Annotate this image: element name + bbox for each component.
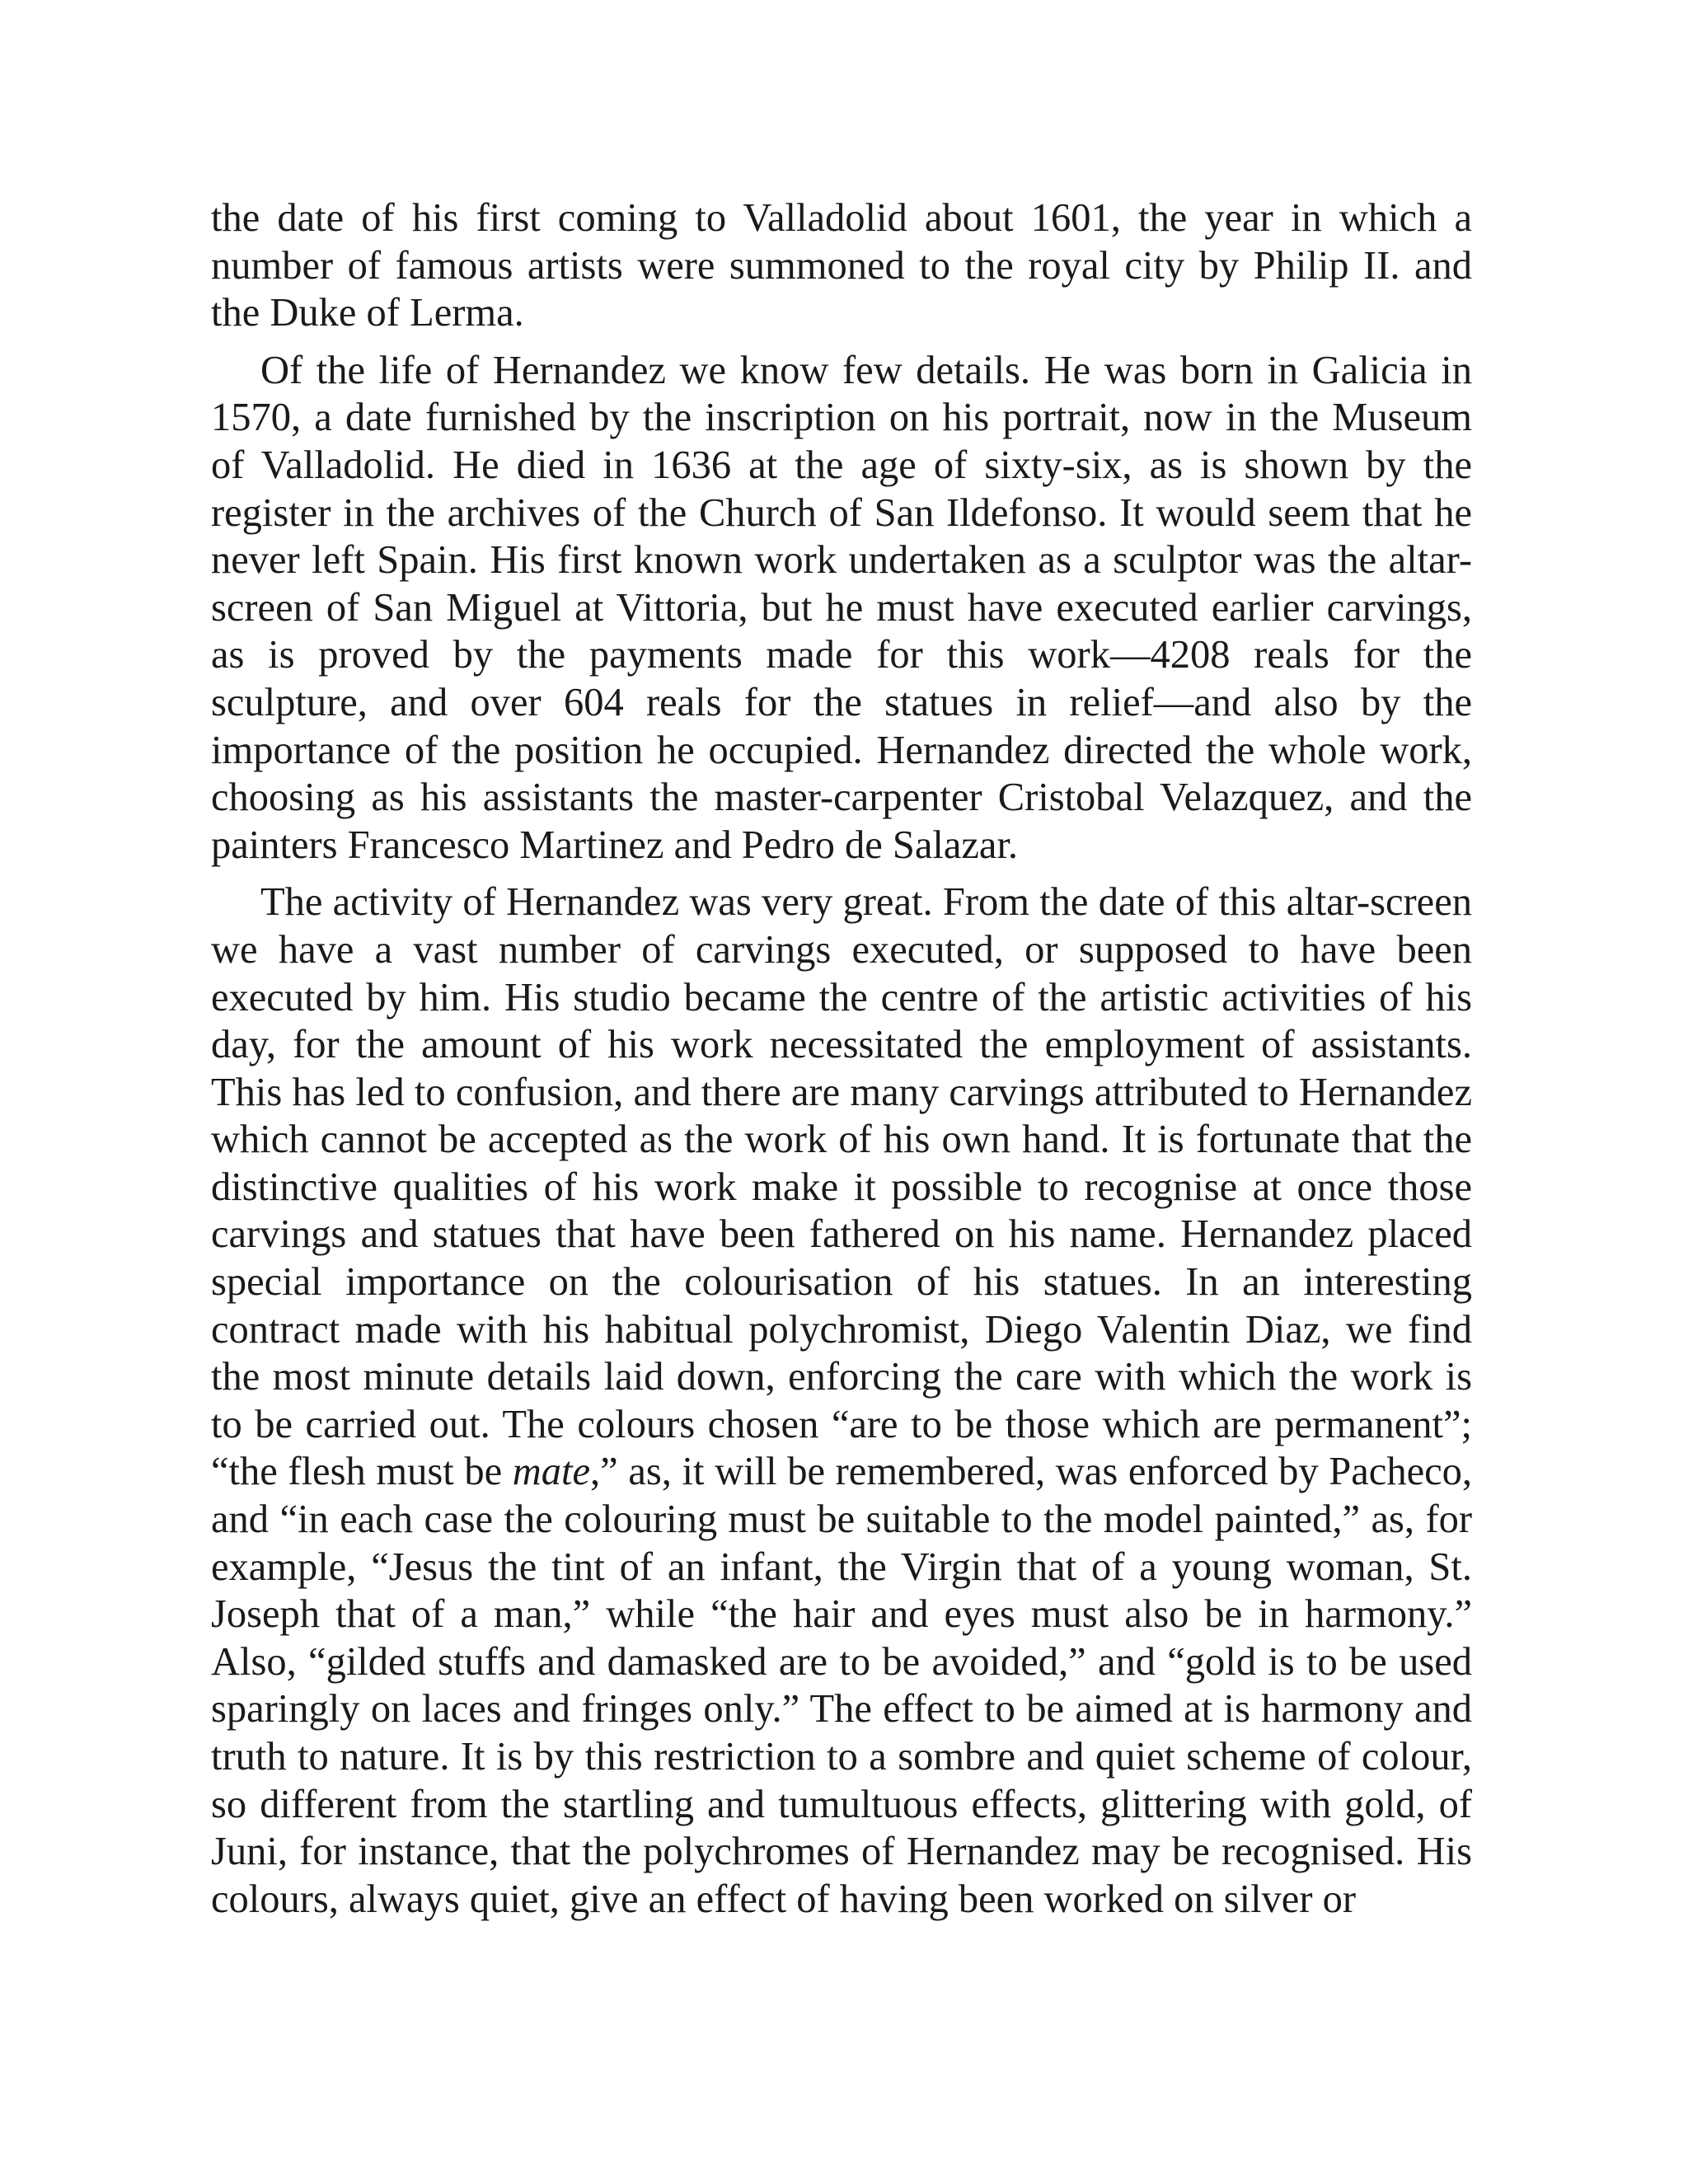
paragraph-intro [211, 194, 1472, 337]
paragraph-activity-text-part2: ,” as, it will be remembered, was enforced by Pacheco, and “in each case the colouring must be suitable to the model painted,” as, for example, “Jesus the tint of an infant, the Virgin that of a young woman, St. Joseph that of a man,” while “the hair and eyes must also be in harmony.” Also, “gilded stuffs and damasked are to be avoided,” and “gold is to be used sparingly on laces and fringes only.” The effect to be aimed at is harmony and truth to nature. It is by this restriction to a sombre and quiet scheme of colour, so different from the startling and tumultuous effects, glittering with gold, of Juni, for instance, that the polychromes of Hernandez may be recognised. His colours, always quiet, give an effect of having been worked on silver or [211, 1450, 1472, 1921]
italic-word-mate: mate [512, 1450, 591, 1494]
page-body [211, 194, 1472, 1933]
paragraph-life-of-hernandez [211, 347, 1472, 869]
paragraph-activity-of-hernandez [211, 879, 1472, 1923]
paragraph-intro-text: the date of his first coming to Valladolid about 1601, the year in which a number of famous artists were summoned to the royal city by Philip II. and the Duke of Lerma. [211, 196, 1472, 335]
paragraph-life-text: Of the life of Hernandez we know few details. He was born in Galicia in 1570, a date furnished by the inscription on his portrait, now in the Museum of Valladolid. He died in 1636 at the age of sixty-six, as is shown by the register in the archives of the Church of San Ildefonso. It would seem that he never left Spain. His first known work undertaken as a sculptor was the altar-screen of San Miguel at Vittoria, but he must have executed earlier carvings, as is proved by the payments made for this work—4208 reals for the sculpture, and over 604 reals for the statues in relief—and also by the importance of the position he occupied. Hernandez directed the whole work, choosing as his assistants the master-carpenter Cristobal Velazquez, and the painters Francesco Martinez and Pedro de Salazar. [211, 348, 1472, 867]
paragraph-activity-text-part1: The activity of Hernandez was very great. From the date of this altar-screen we have a vast number of carvings executed, or supposed to have been executed by him. His studio became the centre of the artistic activities of his day, for the amount of his work necessitated the employment of assistants. This has led to confusion, and there are many carvings attributed to Hernandez which cannot be accepted as the work of his own hand. It is fortunate that the distinctive qualities of his work make it possible to recognise at once those carvings and statues that have been fathered on his name. Hernandez placed special importance on the colourisation of his statues. In an interesting contract made with his habitual polychromist, Diego Valentin Diaz, we find the most minute details laid down, enforcing the care with which the work is to be carried out. The colours chosen “are to be those which are permanent”; “the flesh must be [211, 880, 1472, 1494]
